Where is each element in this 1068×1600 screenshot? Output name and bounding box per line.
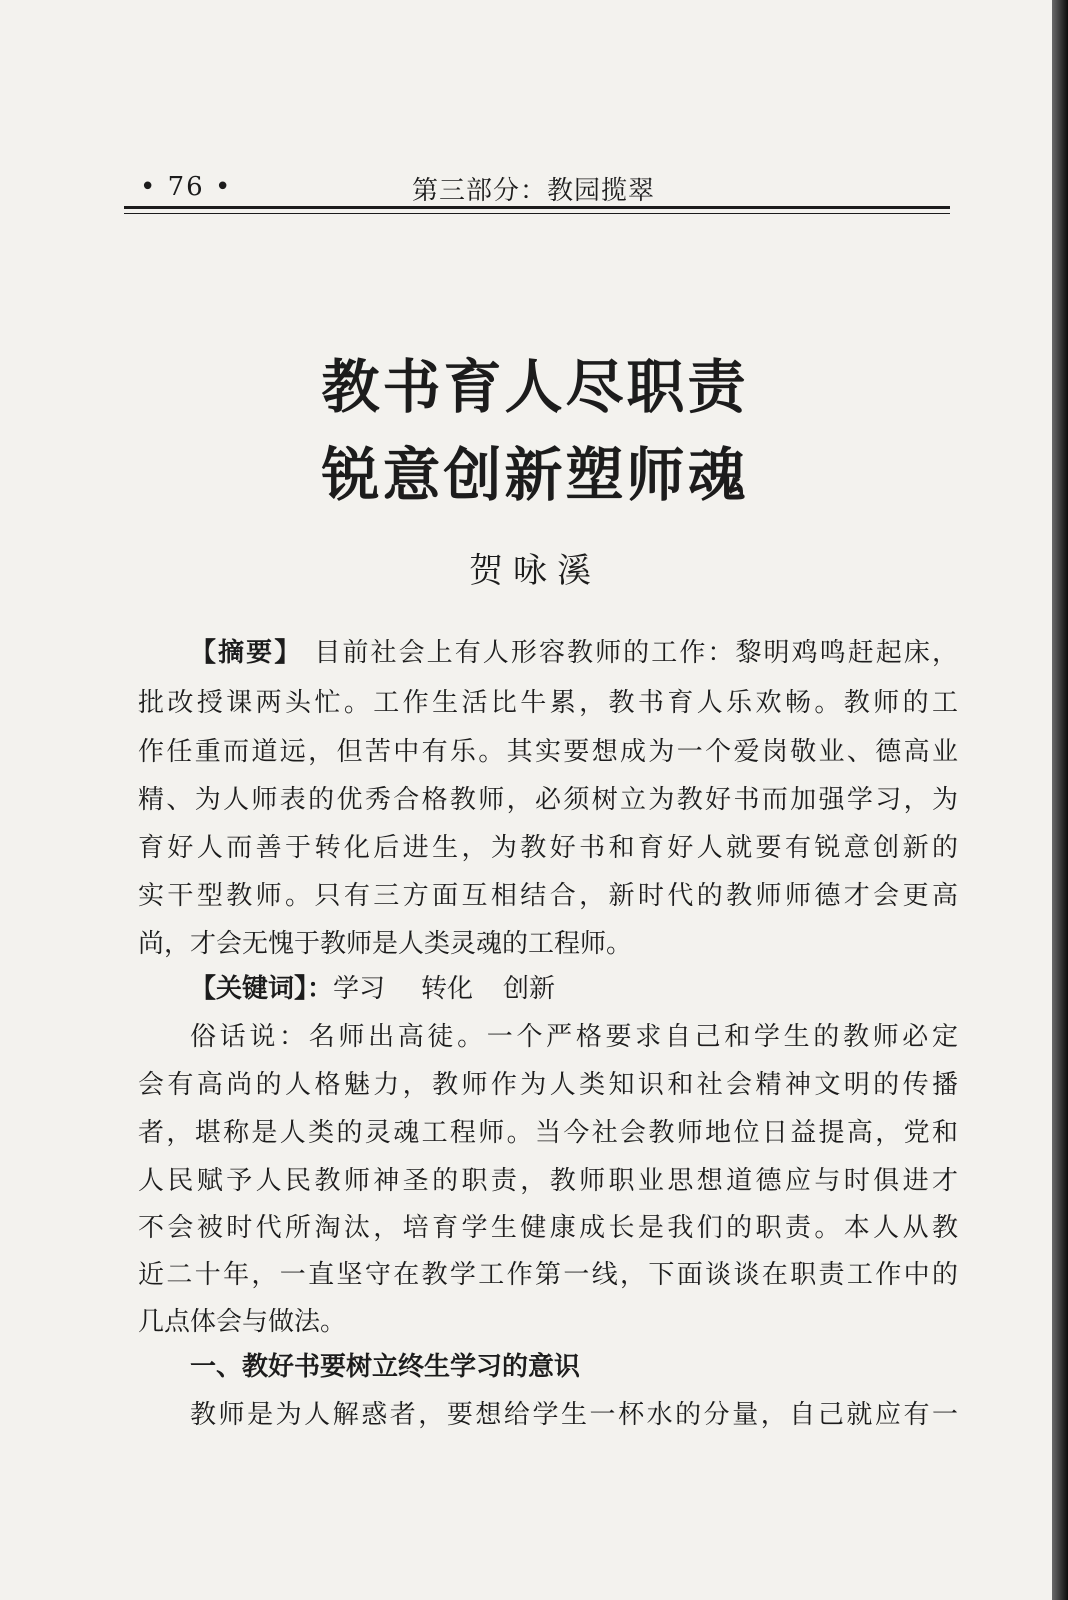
body-line: 会有高尚的人格魅力，教师作为人类知识和社会精神文明的传播	[138, 1070, 958, 1100]
header-rule-thick	[124, 206, 950, 209]
keyword: 创新	[503, 974, 556, 1004]
abstract-line: 实干型教师。只有三方面互相结合，新时代的教师师德才会更高	[138, 881, 958, 911]
author-name: 贺咏溪	[469, 551, 601, 591]
page-edge-shadow	[1052, 0, 1068, 1600]
keywords-line	[190, 972, 958, 1006]
keyword: 学习	[333, 974, 386, 1004]
page-number: • 76 •	[140, 172, 233, 202]
body-line: 不会被时代所淘汰，培育学生健康成长是我们的职责。本人从教	[138, 1213, 958, 1243]
header-rule-thin	[124, 213, 950, 214]
abstract-line: 尚，才会无愧于教师是人类灵魂的工程师。	[138, 929, 633, 959]
keyword: 转化	[421, 974, 474, 1004]
keywords-label: 【关键词】：	[190, 974, 334, 1004]
body-line: 人民赋予人民教师神圣的职责，教师职业思想道德应与时俱进才	[138, 1166, 958, 1196]
abstract-line: 精、为人师表的优秀合格教师，必须树立为教好书而加强学习，为	[138, 785, 958, 815]
abstract-first-line	[190, 636, 958, 670]
section-title: 第三部分：教园揽翠	[412, 176, 656, 206]
body-line: 者，堪称是人类的灵魂工程师。当今社会教师地位日益提高，党和	[138, 1118, 958, 1148]
abstract-line: 批改授课两头忙。工作生活比牛累，教书育人乐欢畅。教师的工	[138, 688, 958, 718]
body-line: 教师是为人解惑者，要想给学生一杯水的分量，自己就应有一	[190, 1400, 958, 1430]
abstract-text: 目前社会上有人形容教师的工作：黎明鸡鸣赶起床，	[312, 638, 958, 668]
abstract-label: 【摘要】	[190, 638, 303, 668]
running-head	[0, 170, 1052, 210]
body-line: 俗话说：名师出高徒。一个严格要求自己和学生的教师必定	[190, 1022, 958, 1052]
body-line: 近二十年，一直坚守在教学工作第一线，下面谈谈在职责工作中的	[138, 1260, 958, 1290]
article-title-line-1: 教书育人尽职责	[321, 353, 749, 421]
abstract-line: 作任重而道远，但苦中有乐。其实要想成为一个爱岗敬业、德高业	[138, 737, 958, 767]
section-heading: 一、教好书要树立终生学习的意识	[190, 1352, 581, 1382]
abstract-line: 育好人而善于转化后进生，为教好书和育好人就要有锐意创新的	[138, 833, 958, 863]
body-line: 几点体会与做法。	[138, 1307, 347, 1337]
article-title-line-2: 锐意创新塑师魂	[321, 441, 749, 509]
